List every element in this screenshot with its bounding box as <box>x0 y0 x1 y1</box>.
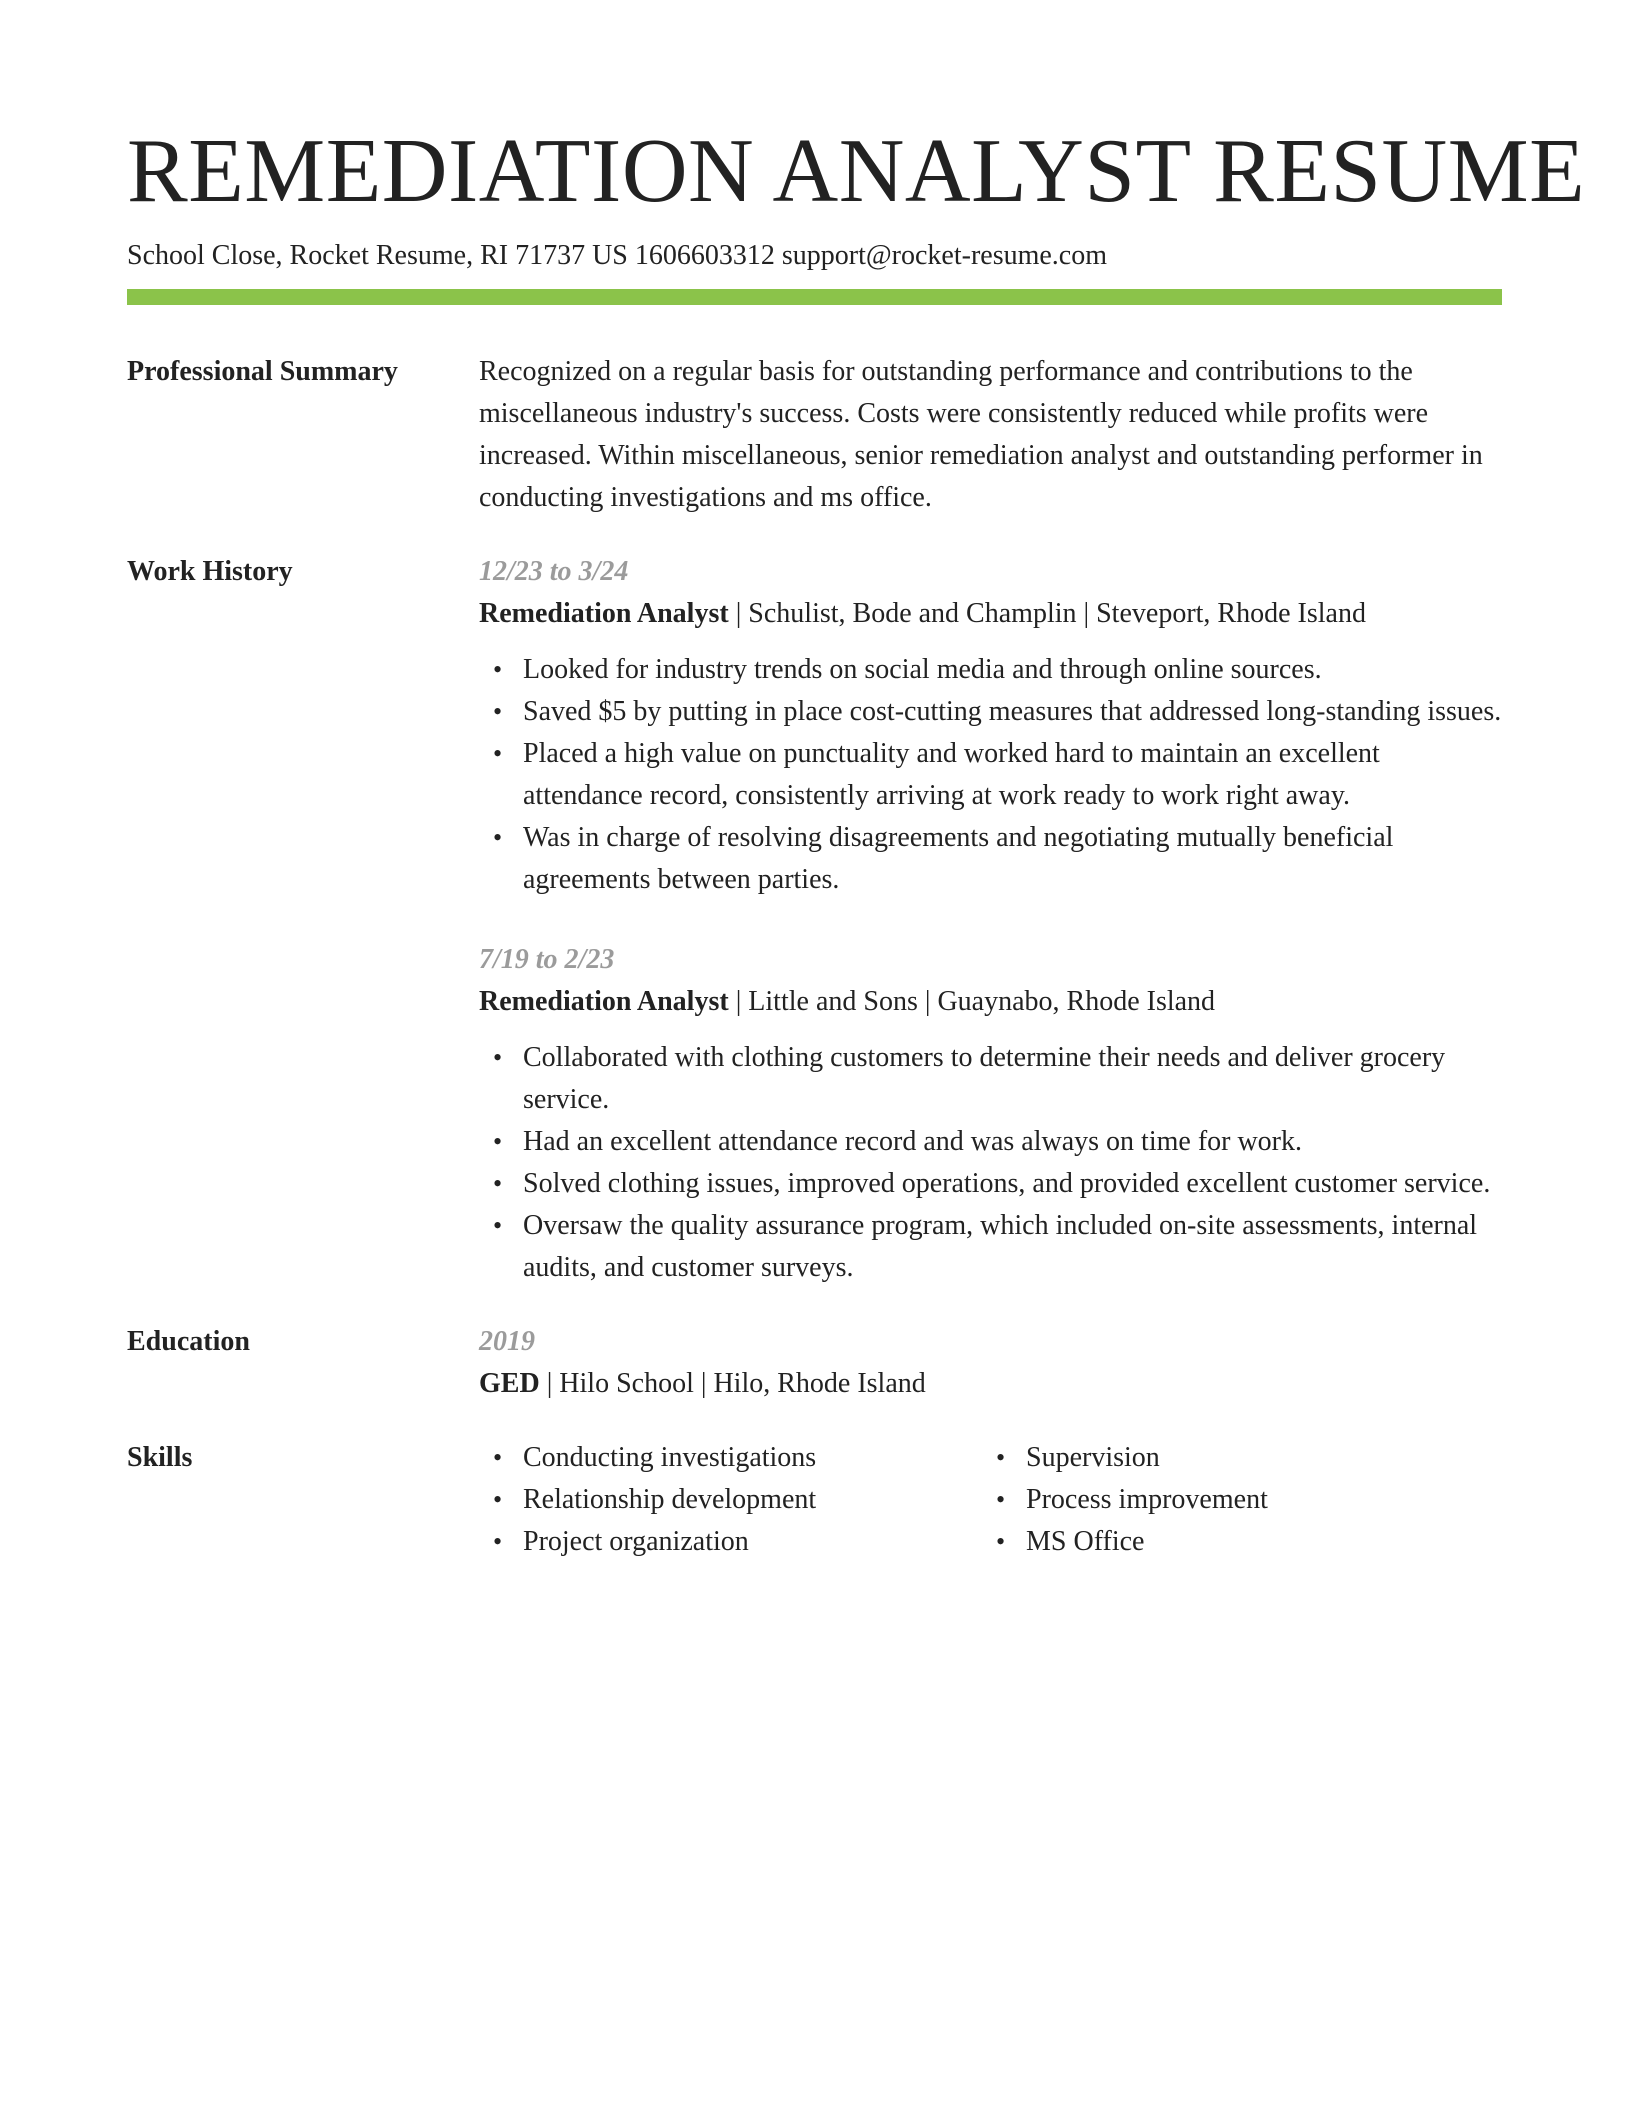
job-title: Remediation Analyst <box>479 986 729 1017</box>
list-item: • Oversaw the quality assurance program, which included on-site assessments, internal audits, and customer surveys. <box>523 1205 1502 1289</box>
skills-body <box>479 1437 1502 1563</box>
accent-divider <box>127 289 1502 305</box>
skill-item: • Conducting investigations <box>523 1437 982 1479</box>
summary-body <box>479 351 1502 519</box>
skills-column-right <box>982 1437 1485 1563</box>
list-item: • Saved $5 by putting in place cost-cutting measures that addressed long-standing issues. <box>523 691 1502 733</box>
job-dates: 7/19 to 2/23 <box>479 944 615 975</box>
contact-line: School Close, Rocket Resume, RI 71737 US 1606603312 support@rocket-resume.com <box>127 240 1107 271</box>
list-item: • Collaborated with clothing customers to determine their needs and deliver grocery service. <box>523 1037 1502 1121</box>
skills-grid <box>479 1437 1502 1563</box>
skills-section <box>127 1437 1502 1563</box>
job-bullets <box>479 1037 1502 1289</box>
list-item: • Had an excellent attendance record and was always on time for work. <box>523 1121 1502 1163</box>
summary-section <box>127 351 1502 519</box>
job-dates: 12/23 to 3/24 <box>479 556 629 587</box>
skills-column-left <box>479 1437 982 1563</box>
work-history-section <box>127 551 1502 1289</box>
skill-item: • Project organization <box>523 1521 982 1563</box>
job-role-line <box>479 593 1502 635</box>
resume-page <box>127 0 1586 1563</box>
list-item: • Placed a high value on punctuality and worked hard to maintain an excellent attendance record, consistently arriving at work ready to work right away. <box>523 733 1502 817</box>
job-entry <box>479 939 1502 1289</box>
job-details: | Schulist, Bode and Champlin | Steveport, Rhode Island <box>728 598 1366 629</box>
education-details: | Hilo School | Hilo, Rhode Island <box>539 1368 926 1399</box>
job-entry <box>479 551 1502 901</box>
resume-title: REMEDIATION ANALYST RESUME <box>127 120 1586 221</box>
job-title: Remediation Analyst <box>479 598 729 629</box>
job-bullets <box>479 649 1502 901</box>
summary-text: Recognized on a regular basis for outstanding performance and contributions to the miscellaneous industry's success. Costs were consistently reduced while profits were increased. Within miscellaneous, senior remediation analyst and outstanding performer in conducting investigations and ms office. <box>479 356 1483 513</box>
skills-label: Skills <box>127 1442 193 1473</box>
work-history-body <box>479 551 1502 1289</box>
education-year: 2019 <box>479 1326 535 1357</box>
job-role-line <box>479 981 1502 1023</box>
list-item: • Solved clothing issues, improved operations, and provided excellent customer service. <box>523 1163 1502 1205</box>
education-line <box>479 1363 1502 1405</box>
list-item: • Looked for industry trends on social media and through online sources. <box>523 649 1502 691</box>
skill-item: • Relationship development <box>523 1479 982 1521</box>
education-section <box>127 1321 1502 1405</box>
job-details: | Little and Sons | Guaynabo, Rhode Island <box>728 986 1216 1017</box>
skill-item: • MS Office <box>1026 1521 1485 1563</box>
skill-item: • Supervision <box>1026 1437 1485 1479</box>
education-label: Education <box>127 1326 250 1357</box>
summary-label: Professional Summary <box>127 356 398 387</box>
work-history-label: Work History <box>127 556 293 587</box>
skill-item: • Process improvement <box>1026 1479 1485 1521</box>
education-degree: GED <box>479 1368 540 1399</box>
list-item: • Was in charge of resolving disagreements and negotiating mutually beneficial agreements between parties. <box>523 817 1502 901</box>
education-body <box>479 1321 1502 1405</box>
